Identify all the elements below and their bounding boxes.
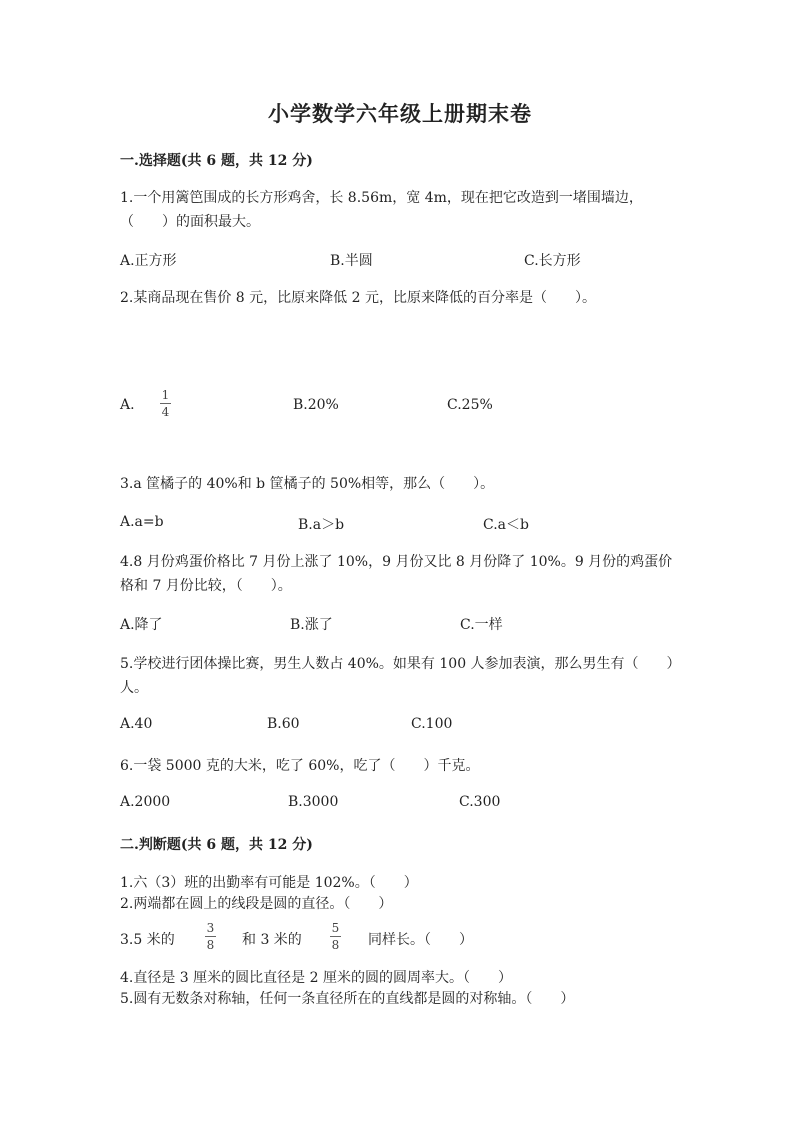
fraction-bar [160, 403, 171, 404]
q1-option-c: C.长方形 [524, 253, 581, 269]
judge-question-3-prefix: 3.5 米的 [120, 932, 175, 948]
section-heading-judgement: 二.判断题(共 6 题，共 12 分) [120, 837, 313, 853]
judge-question-4: 4.直径是 3 厘米的圆比直径是 2 厘米的圆的圆周率大。（ ） [120, 970, 512, 986]
question-1: 1.一个用篱笆围成的长方形鸡舍，长 8.56m，宽 4m，现在把它改造到一堵围墙边，（ ）的面积最大。 [120, 190, 643, 230]
q2-option-a-fraction [160, 388, 171, 419]
fraction-numerator: 1 [161, 388, 170, 402]
fraction-denominator: 8 [331, 938, 340, 952]
q4-option-b: B.涨了 [290, 617, 333, 633]
fraction-bar [205, 936, 216, 937]
q6-option-c: C.300 [459, 794, 501, 810]
fraction-bar [330, 936, 341, 937]
q2-option-c: C.25% [447, 397, 493, 413]
q5-option-b: B.60 [267, 716, 300, 732]
question-6: 6.一袋 5000 克的大米，吃了 60%，吃了（ ）千克。 [120, 758, 480, 774]
q4-option-c: C.一样 [460, 617, 503, 633]
question-2: 2.某商品现在售价 8 元，比原来降低 2 元，比原来降低的百分率是（ ）。 [120, 290, 596, 306]
q5-option-c: C.100 [411, 716, 453, 732]
judge-question-3-middle: 和 3 米的 [242, 932, 302, 948]
judge-q3-fraction-1 [205, 921, 216, 952]
judge-question-5: 5.圆有无数条对称轴，任何一条直径所在的直线都是圆的对称轴。（ ） [120, 991, 575, 1007]
q3-option-a: A.a=b [120, 514, 164, 530]
q4-option-a: A.降了 [120, 617, 163, 633]
q2-option-b: B.20% [293, 397, 339, 413]
fraction-denominator: 4 [161, 405, 170, 419]
q5-option-a: A.40 [120, 716, 153, 732]
q1-option-b: B.半圆 [330, 253, 373, 269]
q6-option-a: A.2000 [120, 794, 171, 810]
q3-option-c: C.a＜b [483, 517, 529, 533]
question-4: 4.8 月份鸡蛋价格比 7 月份上涨了 10%，9 月份又比 8 月份降了 10%。9 月份的鸡蛋价格和 7 月份比较，（ ）。 [120, 554, 673, 594]
question-3: 3.a 筐橘子的 40%和 b 筐橘子的 50%相等，那么（ ）。 [120, 476, 495, 492]
page-title: 小学数学六年级上册期末卷 [268, 101, 532, 126]
fraction-numerator: 3 [206, 921, 215, 935]
judge-question-3-suffix: 同样长。（ ） [368, 932, 473, 948]
q6-option-b: B.3000 [288, 794, 339, 810]
section-heading-choice: 一.选择题(共 6 题，共 12 分) [120, 153, 313, 169]
q3-option-b: B.a＞b [298, 517, 345, 533]
fraction-numerator: 5 [331, 921, 340, 935]
fraction-denominator: 8 [206, 938, 215, 952]
q2-option-a: A. [120, 397, 135, 413]
judge-question-2: 2.两端都在圆上的线段是圆的直径。（ ） [120, 896, 393, 912]
q1-option-a: A.正方形 [120, 253, 177, 269]
judge-q3-fraction-2 [330, 921, 341, 952]
question-5: 5.学校进行团体操比赛，男生人数占 40%。如果有 100 人参加表演，那么男生有（ ）人。 [120, 656, 674, 696]
judge-question-1: 1.六（3）班的出勤率有可能是 102%。（ ） [120, 875, 418, 891]
